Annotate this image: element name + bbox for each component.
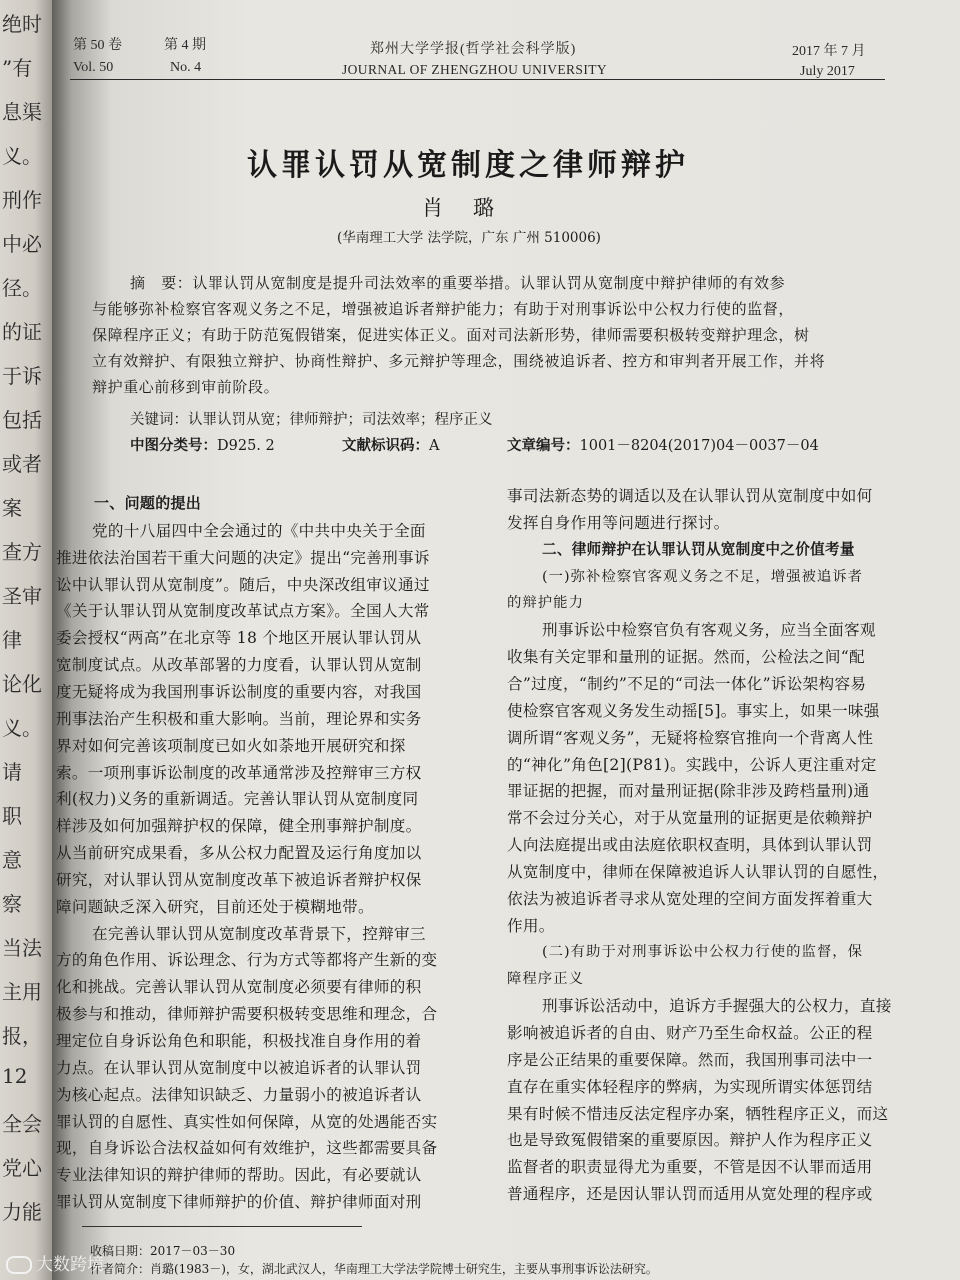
header-volume-en: Vol. 50 [73, 60, 114, 75]
left-page-fragment: 刑作 [2, 188, 42, 212]
section-heading: 二、律师辩护在认罪认罚从宽制度中之价值考量 [542, 540, 855, 558]
header-issue-cn: 第 4 期 [164, 38, 206, 53]
left-page-fragment: 包括 [2, 408, 42, 432]
left-page-fragment: 圣审 [2, 584, 42, 608]
left-page-fragment: 察 [2, 892, 22, 916]
header-journal-en: JOURNAL OF ZHENGZHOU UNIVERSITY [342, 62, 608, 77]
left-page-edge [0, 0, 58, 1280]
left-page-fragment: 全会 [2, 1112, 42, 1136]
left-page-fragment: 12 [2, 1064, 28, 1088]
left-page-fragment: 报， [2, 1024, 42, 1048]
left-column-line: 极参与和推动，律师辩护需要积极转变思维和理念，合 [56, 1005, 438, 1024]
left-page-fragment: 绝时 [2, 12, 42, 36]
right-column-line: 收集有关定罪和量刑的证据。然而，公检法之间“配 [507, 648, 865, 667]
header-volume-cn: 第 50 卷 [73, 38, 122, 53]
left-column-line: 索。一项刑事诉讼制度的改革通常涉及控辩审三方权 [56, 763, 422, 782]
footnote-line: 收稿日期：2017－03－30 [90, 1244, 236, 1258]
article-title: 认罪认罚从宽制度之律师辩护 [247, 148, 689, 183]
right-column-line: 罪证据的把握，而对量刑证据(除非涉及跨档量刑)通 [507, 782, 870, 801]
header-journal-cn: 郑州大学学报(哲学社会科学版) [370, 42, 577, 57]
right-column-line: 发挥自身作用等问题进行探讨。 [507, 513, 730, 532]
left-page-fragment: 请 [2, 760, 22, 784]
left-page-fragment: 或者 [2, 452, 42, 476]
left-column-line: 党的十八届四中全会通过的《中共中央关于全面 [92, 521, 426, 540]
header-date-en: July 2017 [800, 64, 855, 79]
left-page-fragment: ”有 [2, 56, 33, 80]
watermark: 大数跨境 [6, 1250, 104, 1275]
left-column-line: 方的角色作用、诉讼理念、行为方式等都将产生新的变 [56, 951, 438, 970]
left-page-fragment: 义。 [2, 144, 42, 168]
left-column-line: 研究，对认罪认罚从宽制度改革下被追诉者辩护权保 [56, 870, 422, 889]
left-column-line: 在完善认罪认罚从宽制度改革背景下，控辩审三 [92, 924, 426, 943]
right-column-line: 使检察官客观义务发生动摇[5]。事实上，如果一味强 [507, 701, 880, 720]
header-issue-en: No. 4 [170, 60, 202, 75]
right-column-line: 作用。 [507, 916, 555, 935]
header-rule [70, 79, 885, 80]
left-column-line: 《关于认罪认罚从宽制度改革试点方案》。全国人大常 [56, 602, 430, 621]
abstract-line: 辩护重心前移到审前阶段。 [92, 378, 280, 396]
left-page-fragment: 力能 [2, 1200, 42, 1224]
abstract-line: 立有效辩护、有限独立辩护、协商性辩护、多元辩护等理念，围绕被追诉者、控方和审判者开展工作，并将 [92, 352, 826, 370]
right-column-line: 直存在重实体轻程序的弊病，为实现所谓实体惩罚结 [507, 1077, 873, 1096]
left-page-fragment: 义。 [2, 716, 42, 740]
left-page-fragment: 查方 [2, 540, 42, 564]
left-page-fragment: 律 [2, 628, 22, 652]
footnote-line: 作者简介：肖璐(1983－)，女，湖北武汉人，华南理工大学法学院博士研究生，主要从事刑事诉讼法研究。 [90, 1262, 658, 1276]
right-column-line: 普通程序，还是因认罪认罚而适用从宽处理的程序或 [507, 1185, 873, 1204]
right-column-line: 常不会过分关心，对于从宽量刑的证据更是依赖辩护 [507, 809, 873, 828]
abstract-line: 保障程序正义；有助于防范冤假错案，促进实体正义。面对司法新形势，律师需要积极转变辩护理念，树 [92, 326, 810, 344]
clc-number: 中图分类号：D925. 2 [130, 438, 275, 454]
left-page-fragment: 论化 [2, 672, 42, 696]
subsection-heading: 障程序正义 [507, 971, 584, 988]
left-column-line: 刑事法治产生积极和重大影响。当前，理论界和实务 [56, 709, 422, 728]
right-column-line: 调所谓“客观义务”，无疑将检察官推向一个背离人性 [507, 728, 874, 747]
right-column-line: 序是公正结果的重要保障。然而，我国刑事司法中一 [507, 1050, 873, 1069]
left-column-line: 力点。在认罪认罚从宽制度中以被追诉者的认罪认罚 [56, 1058, 422, 1077]
left-page-fragment: 意 [2, 848, 22, 872]
left-column-line: 障问题缺乏深入研究，目前还处于模糊地带。 [56, 897, 374, 916]
article-number: 文章编号：1001－8204(2017)04－0037－04 [507, 438, 819, 454]
left-column-line: 宽制度试点。从改革部署的力度看，认罪认罚从宽制 [56, 656, 422, 675]
left-column-line: 委会授权“两高”在北京等 18 个地区开展认罪认罚从 [56, 629, 422, 648]
left-column-line: 从当前研究成果看，多从公权力配置及运行角度加以 [56, 844, 422, 863]
abstract-line: 摘 要：认罪认罚从宽制度是提升司法效率的重要举措。认罪认罚从宽制度中辩护律师的有效参 [130, 274, 786, 292]
left-column-line: 现，自身诉讼合法权益如何有效维护，这些都需要具备 [56, 1139, 438, 1158]
document-code: 文献标识码：A [342, 438, 440, 454]
right-column-line: 合”过度，“制约”不足的“司法一体化”诉讼架构容易 [507, 674, 867, 693]
right-column-line: 刑事诉讼中检察官负有客观义务，应当全面客观 [542, 621, 876, 640]
subsection-heading: 的辩护能力 [507, 595, 584, 612]
left-column-line: 理定位自身诉讼角色和职能，积极找准自身作用的着 [56, 1032, 422, 1050]
footnote-rule [82, 1226, 362, 1227]
left-column-line: 为核心起点。法律知识缺乏、力量弱小的被追诉者认 [56, 1085, 422, 1104]
watermark-logo-icon [6, 1256, 32, 1274]
left-column-line: 专业法律知识的辩护律师的帮助。因此，有必要就认 [56, 1166, 422, 1185]
left-column-line: 罪认罚的自愿性、真实性如何保障，从宽的处遇能否实 [56, 1112, 438, 1131]
left-page-fragment: 主用 [2, 980, 42, 1004]
keywords: 关键词：认罪认罚从宽；律师辩护；司法效率；程序正义 [130, 412, 493, 428]
right-column-line: 事司法新态势的调适以及在认罪认罚从宽制度中如何 [507, 487, 873, 505]
left-page-fragment: 当法 [2, 936, 42, 960]
abstract-line: 与能够弥补检察官客观义务之不足，增强被追诉者辩护能力；有助于对刑事诉讼中公权力行使的监督， [92, 300, 795, 318]
subsection-heading: (一)弥补检察官客观义务之不足，增强被追诉者 [542, 568, 864, 585]
right-column-line: 也是导致冤假错案的重要原因。辩护人作为程序正义 [507, 1131, 873, 1150]
left-column-line: 推进依法治国若干重大问题的决定》提出“完善刑事诉 [56, 548, 430, 567]
left-column-line: 度无疑将成为我国刑事诉讼制度的重要内容，对我国 [56, 682, 422, 701]
author-affiliation: (华南理工大学 法学院，广东 广州 510006) [337, 230, 601, 246]
left-page-fragment: 径。 [2, 276, 42, 300]
left-column-line: 界对如何完善该项制度已如火如荼地开展研究和探 [56, 736, 406, 755]
section-heading: 一、问题的提出 [94, 494, 202, 512]
left-page-fragment: 案 [2, 496, 22, 520]
left-page-fragment: 党心 [2, 1156, 42, 1180]
left-page-fragment: 的证 [2, 320, 42, 344]
header-date-cn: 2017 年 7 月 [792, 44, 866, 59]
right-column-line: 影响被追诉者的自由、财产乃至生命权益。公正的程 [507, 1024, 873, 1042]
right-column-line: 监督者的职责显得尤为重要，不管是因不认罪而适用 [507, 1158, 873, 1177]
left-page-fragment: 息渠 [2, 100, 42, 124]
left-column-line: 罪认罚从宽制度下律师辩护的价值、辩护律师面对刑 [56, 1193, 422, 1212]
left-column-line: 利(权力)义务的重新调适。完善认罪认罚从宽制度同 [56, 790, 419, 809]
left-page-fragment: 于诉 [2, 364, 42, 388]
journal-page [52, 0, 960, 1280]
right-column-line: 人向法庭提出或由法庭依职权查明，具体到认罪认罚 [507, 836, 873, 855]
right-column-line: 的“神化”角色[2](P81)。实践中，公诉人更注重对定 [507, 755, 877, 774]
right-column-line: 刑事诉讼活动中，追诉方手握强大的公权力，直接 [542, 997, 892, 1016]
left-column-line: 样涉及如何加强辩护权的保障，健全刑事辩护制度。 [56, 817, 422, 836]
left-page-fragment: 职 [2, 804, 22, 828]
right-column-line: 依法为被追诉者寻求从宽处理的空间方面发挥着重大 [507, 889, 873, 908]
article-author: 肖璐 [422, 196, 524, 220]
left-page-fragment: 中必 [2, 232, 42, 256]
right-column-line: 从宽制度中，律师在保障被追诉人认罪认罚的自愿性， [507, 862, 889, 881]
subsection-heading: (二)有助于对刑事诉讼中公权力行使的监督，保 [542, 944, 864, 961]
right-column-line: 果有时候不惜违反法定程序办案，牺牲程序正义，而这 [507, 1104, 889, 1123]
left-column-line: 讼中认罪认罚从宽制度”。随后，中央深改组审议通过 [56, 575, 430, 594]
left-column-line: 化和挑战。完善认罪认罚从宽制度必须要有律师的积 [56, 978, 422, 997]
